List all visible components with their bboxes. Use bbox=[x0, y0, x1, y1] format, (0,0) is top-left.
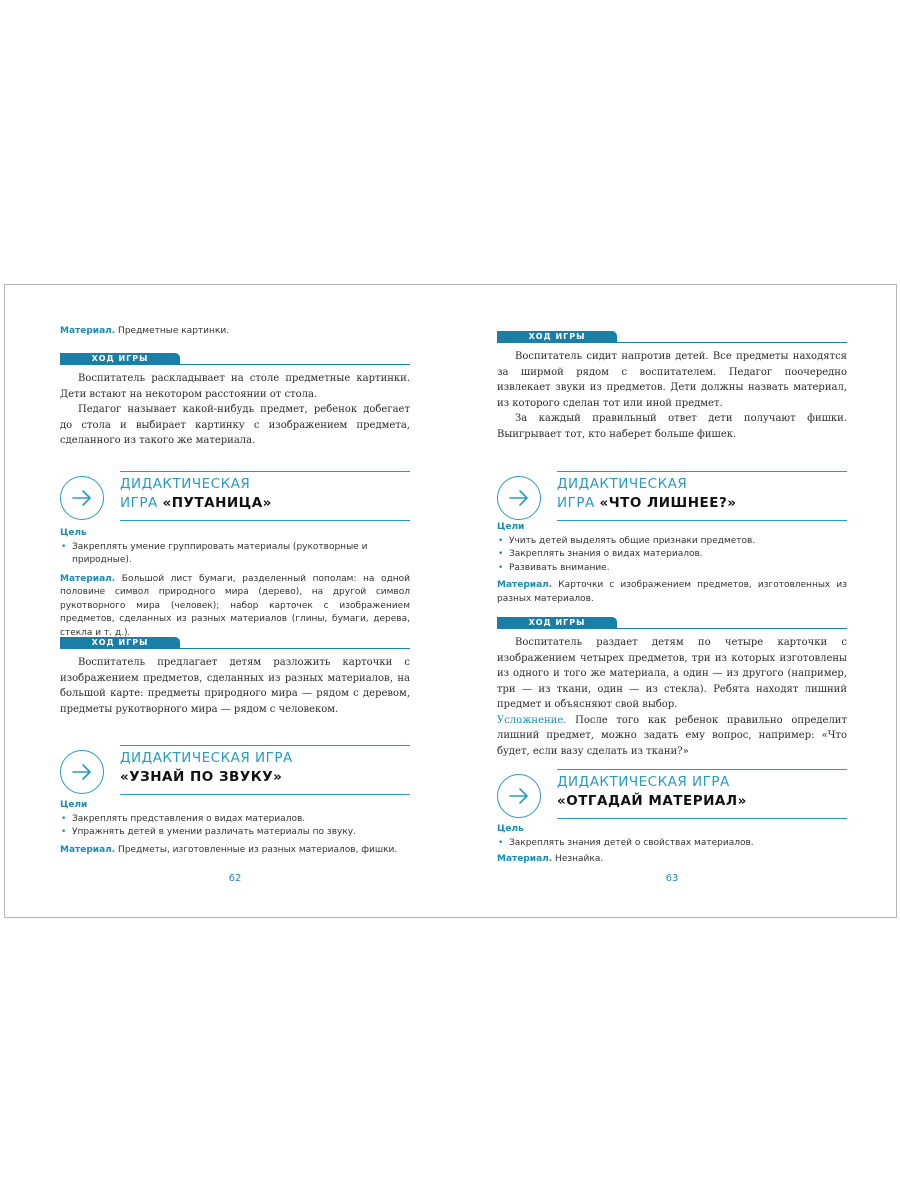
material-label: Материал. bbox=[60, 326, 116, 336]
game-title-line2 bbox=[120, 769, 282, 785]
material-text: Большой лист бумаги, разделенный пополам: на одной половине символ природного мира (дерево), на другой символ рукотворного мира (человек); набор карточек с изображением предметов, сделанных из разных материалов (глины, бумаги, дерева, стекла и т. д.). bbox=[60, 573, 410, 638]
intro-material bbox=[60, 325, 410, 339]
divider bbox=[557, 471, 847, 472]
arrow-right-icon bbox=[497, 476, 541, 520]
material-label: Материал. bbox=[60, 573, 116, 584]
list-item: • Закреплять знания о видах материалов. bbox=[507, 548, 847, 562]
material bbox=[497, 853, 847, 867]
divider bbox=[557, 818, 847, 819]
game-title-name: «ЧТО ЛИШНЕЕ?» bbox=[599, 495, 737, 511]
material bbox=[497, 579, 847, 606]
section-bar bbox=[497, 617, 847, 629]
game-details bbox=[60, 527, 410, 640]
divider bbox=[120, 794, 410, 795]
material bbox=[60, 844, 410, 858]
section-tab: ХОД ИГРЫ bbox=[60, 637, 180, 648]
material-text: Незнайка. bbox=[552, 854, 604, 864]
section-bar bbox=[60, 353, 410, 365]
arrow-right-icon bbox=[60, 476, 104, 520]
arrow-right-icon bbox=[60, 750, 104, 794]
material-text: Карточки с изображением предметов, изготовленных из разных материалов. bbox=[497, 580, 847, 604]
book-spread bbox=[4, 284, 897, 918]
game-title-pre: ИГРА bbox=[557, 495, 600, 511]
goal-list bbox=[497, 535, 847, 576]
game-heading bbox=[60, 745, 410, 807]
game-title-line1: ДИДАКТИЧЕСКАЯ bbox=[120, 476, 251, 492]
page-number: 63 bbox=[665, 873, 679, 884]
divider bbox=[120, 745, 410, 746]
complication-label: Усложнение. bbox=[497, 714, 567, 726]
section-bar bbox=[497, 331, 847, 343]
game-details bbox=[497, 823, 847, 867]
paragraph: Воспитатель сидит напротив детей. Все предметы находятся за ширмой рядом с воспитателем. Педагог поочередно извлекает звуки из предметов. Дети должны назвать материал, из которого сделан тот или иной предмет. bbox=[497, 351, 847, 409]
game-title-name: «ОТГАДАЙ МАТЕРИАЛ» bbox=[557, 793, 747, 809]
goal-list bbox=[60, 541, 410, 568]
game-title-line1: ДИДАКТИЧЕСКАЯ ИГРА bbox=[120, 750, 293, 766]
list-item: • Закреплять знания детей о свойствах материалов. bbox=[507, 837, 847, 851]
section-tab: ХОД ИГРЫ bbox=[60, 353, 180, 364]
complication bbox=[497, 713, 847, 760]
arrow-right-icon bbox=[497, 774, 541, 818]
material-label: Материал. bbox=[497, 580, 553, 590]
goal-label: Цели bbox=[60, 800, 88, 810]
goal-list bbox=[497, 837, 847, 851]
section-body bbox=[497, 635, 847, 759]
goal-list bbox=[60, 813, 410, 840]
game-details bbox=[60, 799, 410, 857]
paragraph: За каждый правильный ответ дети получают фишки. Выигрывает тот, кто наберет больше фишек. bbox=[497, 413, 847, 440]
paragraph: Педагог называет какой-нибудь предмет, ребенок добегает до стола и выбирает картинку с изображением предмета, сделанного из такого же материала. bbox=[60, 404, 410, 446]
section-body bbox=[60, 371, 410, 449]
section-body bbox=[60, 655, 410, 717]
game-title-name: «ПУТАНИЦА» bbox=[162, 495, 272, 511]
section-tab: ХОД ИГРЫ bbox=[497, 331, 617, 342]
list-item: • Развивать внимание. bbox=[507, 562, 847, 576]
material-text: Предметные картинки. bbox=[115, 326, 230, 336]
game-title-line1: ДИДАКТИЧЕСКАЯ bbox=[557, 476, 688, 492]
list-item: • Закреплять умение группировать материалы (рукотворные и природные). bbox=[70, 541, 410, 568]
goal-label: Цель bbox=[497, 824, 524, 834]
material-text: Предметы, изготовленные из разных материалов, фишки. bbox=[115, 844, 398, 855]
game-title-line1: ДИДАКТИЧЕСКАЯ ИГРА bbox=[557, 774, 730, 790]
game-details bbox=[497, 521, 847, 606]
list-item: • Упражнять детей в умении различать материалы по звуку. bbox=[70, 826, 410, 840]
game-title-line2 bbox=[557, 793, 747, 809]
divider bbox=[557, 769, 847, 770]
divider bbox=[120, 520, 410, 521]
game-title-line2 bbox=[120, 495, 272, 511]
material-label: Материал. bbox=[497, 854, 553, 864]
divider bbox=[120, 471, 410, 472]
game-heading bbox=[60, 471, 410, 533]
section-tab: ХОД ИГРЫ bbox=[497, 617, 617, 628]
page-left bbox=[60, 285, 410, 915]
paragraph: Воспитатель раскладывает на столе предметные картинки. Дети встают на некотором расстоянии от стола. bbox=[60, 373, 410, 400]
game-title-name: «УЗНАЙ ПО ЗВУКУ» bbox=[120, 769, 283, 785]
goal-label: Цель bbox=[60, 528, 87, 538]
complication-text: После того как ребенок правильно определит лишний предмет, можно задать ему вопрос, например: «Что будет, если вазу сделать из ткани?» bbox=[497, 714, 847, 757]
page-number: 62 bbox=[228, 873, 242, 884]
paragraph: Воспитатель предлагает детям разложить карточки с изображением предметов, сделанных из разных материалов, на большой карте: предметы природного мира — рядом с деревом, предметы рукотворного мира — рядом с человеком. bbox=[60, 657, 410, 715]
section-body bbox=[497, 349, 847, 442]
paragraph: Воспитатель раздает детям по четыре карточки с изображением четырех предметов, три из которых изготовлены из одного и того же материала, а один — из другого (например, три — из ткани, один — из стекла). Ребята находят лишний предмет и объясняют свой выбор. bbox=[497, 637, 847, 710]
list-item: • Закреплять представления о видах материалов. bbox=[70, 813, 410, 827]
goal-label: Цели bbox=[497, 522, 525, 532]
material bbox=[60, 573, 410, 641]
section-bar bbox=[60, 637, 410, 649]
game-title-line2 bbox=[557, 495, 737, 511]
list-item: • Учить детей выделять общие признаки предметов. bbox=[507, 535, 847, 549]
page-right bbox=[497, 285, 847, 915]
material-label: Материал. bbox=[60, 844, 116, 855]
game-heading bbox=[497, 769, 847, 831]
game-title-pre: ИГРА bbox=[120, 495, 163, 511]
